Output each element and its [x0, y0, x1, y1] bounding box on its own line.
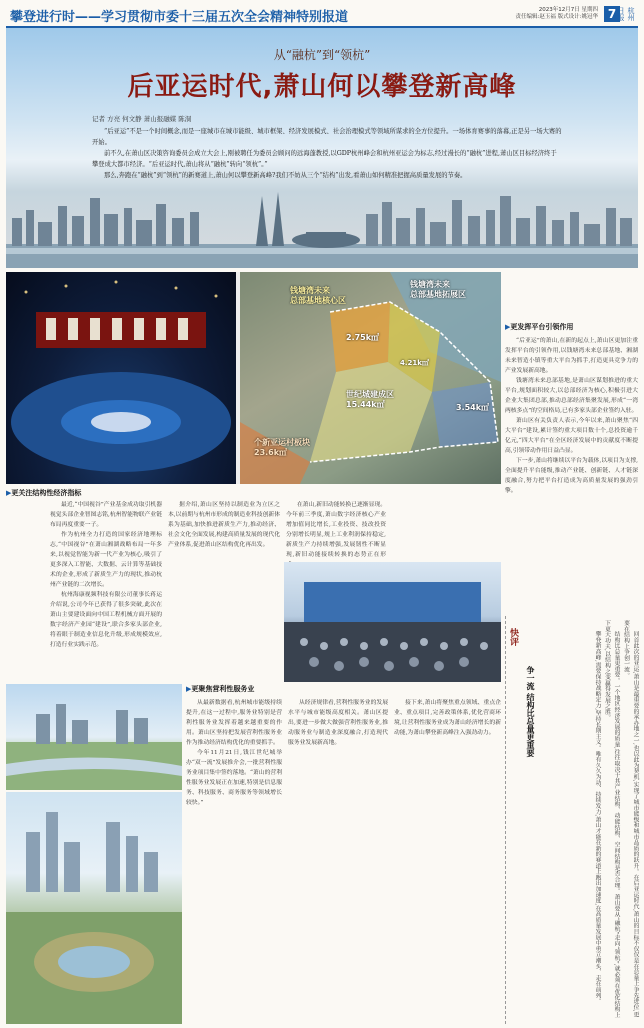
- industry-column-3: [286, 500, 386, 560]
- triangle-bullet-icon: ▶: [505, 323, 511, 331]
- section-title: 攀登进行时——学习贯彻市委十三届五次全会精神特别报道: [10, 10, 349, 25]
- section-body: [505, 336, 638, 612]
- section-heading-text: 更关注结构性经济指标: [11, 489, 82, 497]
- section-heading-text: 更发挥平台引领作用: [510, 323, 574, 331]
- map-label-area-1: 2.75k㎡: [346, 333, 380, 342]
- body-paragraph: 回首此次的亚运,萧山是最重要的承办地之一,也以此为契机,实现了城市能级和城市品质的跃升。在后亚运时代,萧山的目标不仅仅是在总量上争先进位,更要在结构上争创一流。: [622, 620, 638, 1018]
- map-label-core: 钱塘湾未来 总部基地核心区: [290, 286, 346, 305]
- lede-paragraph: “后亚运”不是一个时间概念,而是一座城市在城市能级、城市框架、经济发展模式、社会治理模式等领域所谋求的全方位提升。一场体育赛事的落幕,正是另一场大赛的开始。: [92, 128, 562, 146]
- issue-date: 2023年12月7日 星期四: [538, 7, 598, 13]
- newspaper-logo: 杭州日报: [617, 7, 635, 21]
- commentary-title: 争一流 结构比总量更重要: [526, 666, 535, 757]
- section-heading-text: 更聚焦营利性服务业: [191, 685, 255, 693]
- park-aerial-illustration: [6, 792, 182, 1024]
- masthead: [6, 4, 638, 28]
- body-paragraph: 萧山区有关负责人表示,今年以来,萧山聚焦“四大平台”建设,累计签约重大项目数十个,总投资逾千亿元,“四大平台”在全区经济发展中的贡献度不断提高,引领带动作用日益凸显。: [505, 418, 638, 454]
- arena-photo: [6, 272, 236, 484]
- body-paragraph: 最近,“中国视谷”产业基金成功取引机器视觉头部企业智图志铭,杭州智能物联产业链布局再度重要一子。: [50, 502, 162, 528]
- body-paragraph: 从经济规律看,营利性服务业的发展水平与城市能级高度相关。萧山区提出,要进一步做大做强营利性服务业,推动服务业与制造业深度融合,打造现代服务业发展新高地。: [288, 700, 388, 746]
- map-label-area-3: 3.54k㎡: [456, 403, 490, 412]
- city-skyline-illustration: [6, 188, 638, 268]
- article-headline: 后亚运时代,萧山何以攀登新高峰: [127, 72, 517, 102]
- article-kicker: 从“融杭”到“领杭”: [273, 48, 371, 62]
- commentary-box: [505, 616, 639, 1024]
- hero-banner: [6, 28, 638, 268]
- industry-column-1: [50, 500, 162, 680]
- body-paragraph: 从最新数据看,杭州城市能级持续提升,在这一过程中,服务业特别是营利性服务业发挥着越来越重要的作用。萧山区坚持把发展营利性服务业作为推动经济结构优化的重要抓手。: [186, 700, 282, 746]
- body-paragraph: 下一步,萧山将继续以平台为载体,以项目为支撑,全面提升平台能级,推动产业链、创新链、人才链深度融合,努力把平台打造成为高质量发展的强劲引擎。: [505, 458, 638, 494]
- article-byline: 记者 方亮 何文静 萧山报融媒 陈洞: [92, 115, 192, 123]
- body-paragraph: “后亚运”的萧山,在新的起点上,萧山区更加注重发挥平台的引领作用,以钱塘湾未来总部基地、湘湖未来智造小镇等重大平台为抓手,打造更具竞争力的产业发展新高地。: [505, 338, 638, 374]
- map-label-century-city: 世纪城建成区 15.44k㎡: [346, 390, 394, 409]
- waterfront-photo: [6, 684, 182, 790]
- services-column-3: [394, 698, 501, 1024]
- conference-photo: [284, 562, 501, 682]
- body-paragraph: 钱塘湾未来总部基地,是萧山区谋划推进的重大平台,规划面积较大,以总部经济为核心,积极引进大企业大集团总部,推动总部经济集聚发展,形成“一湾两核多点”的空间格局,已有多家头部企业签约入驻。: [505, 378, 638, 414]
- body-paragraph: 攀登新高峰,需要保持战略定力,坚持长期主义。唯有久久为功、持续发力,萧山才能在新的赛道上跑出加速度,在高质量发展中勇立潮头、走在前列。: [594, 631, 600, 1004]
- commentary-tag: 快评: [508, 628, 518, 646]
- services-section: [186, 684, 496, 696]
- triangle-bullet-icon: ▶: [186, 685, 192, 693]
- park-aerial-photo: [6, 792, 182, 1024]
- arena-illustration: [6, 272, 236, 484]
- issue-meta: [516, 7, 598, 21]
- body-paragraph: 据介绍,萧山区坚持以制造业为立区之本,以前期与杭州市形成的制造业科技创新体系为基础,加快推进新质生产力,推动经济、社会文化全面发展,构建高质量发展的现代化产业体系,促进萧山区结构优化再出发。: [168, 502, 280, 548]
- map-label-asian-games: 个新亚运村板块 23.6k㎡: [254, 438, 310, 457]
- commentary-body: [540, 620, 639, 1020]
- editor-credit: 责任编辑:赵玉福 版式设计:姚冠华: [515, 14, 598, 20]
- body-paragraph: 今年11月21日,钱江世纪城举办“双一流”发展推介会,一批营利性服务业项目集中签约落地。“萧山的营利性服务业发展正在加速,特别是信息服务、科技服务、商务服务等领域增长较快。”: [186, 750, 282, 806]
- district-map-photo: [240, 272, 501, 484]
- photo-row: [6, 272, 501, 484]
- services-column-1: [186, 698, 282, 1024]
- waterfront-illustration: [6, 684, 182, 790]
- map-label-extension: 钱塘湾未来 总部基地拓展区: [410, 280, 466, 299]
- body-paragraph: 作为杭州全力打造的国家经济地理标志,“中国视谷”在萧山湘湖战略布局一年多来,以视觉智能为新一代产业为核心,吸引了更多深入工智能、大数据、云计算等基础技术的企业,形成了新质生产力的现状,推动杭州产业链的二次增长。: [50, 532, 162, 588]
- section-heading: [505, 322, 638, 332]
- section-heading: [186, 684, 496, 694]
- body-paragraph: 在萧山,新旧动能转换已逐渐显现。今年前三季度,萧山数字经济核心产业增加值同比增长,工业投资、技改投资分别增长明显,规上工业利润保持稳定,新质生产力持续增强,发展韧性不断显现,新旧动能接续转换的态势正在形: [286, 502, 386, 558]
- body-paragraph: 结构比总量更重要。一个地区经济发展的质量,往往取决于其产业结构、动能结构、空间结构是否合理。萧山要从“融杭”走向“领杭”,就必须在优化结构上下更大功夫,以结构之变赢得发展之胜。: [603, 620, 619, 1018]
- map-label-area-4: 4.21k㎡: [400, 359, 429, 367]
- body-paragraph: 杭州海康视频科技有限公司董事长蒋运介绍说,公司今年已获得了很多突破,此次在萧山主要建设面向中国工程机械方面开展的数字经济产业园“建设”,联合多家头部企业,将着眼于制造业信息化升级,形成规模效应,打造行业实践示范。: [50, 592, 162, 648]
- services-column-2: [288, 698, 388, 1024]
- platform-section: [505, 322, 638, 612]
- triangle-bullet-icon: ▶: [6, 489, 12, 497]
- section-heading: [6, 488, 501, 498]
- industry-column-2: [168, 500, 280, 680]
- page-number: 7: [604, 6, 620, 22]
- lede-paragraph: 那么,奔跑在“融杭”到“领杭”的新赛道上,萧山何以攀登新高峰?我们不妨从三个“结构”出发,看萧山如何精准把握高质量发展的节奏。: [104, 172, 467, 179]
- lede-paragraph: 前不久,在萧山区决策咨询委员会成立大会上,刚被聘任为委员会顾问的远海蓬教授,以GDP杭州峰会和杭州亚运会为标志,经过漫长的“融杭”进程,萧山区目标经济终于攀登成大都市经济。“后亚运时代,萧山将从“融杭”转向“领杭”。”: [92, 150, 557, 168]
- article-lede: [92, 126, 562, 181]
- body-paragraph: 接下来,萧山将聚焦重点领域、重点企业、重点项目,完善政策体系,优化营商环境,让营利性服务业成为萧山经济增长的新动能,为萧山攀登新高峰注入强劲动力。: [394, 700, 501, 736]
- conference-illustration: [284, 562, 501, 682]
